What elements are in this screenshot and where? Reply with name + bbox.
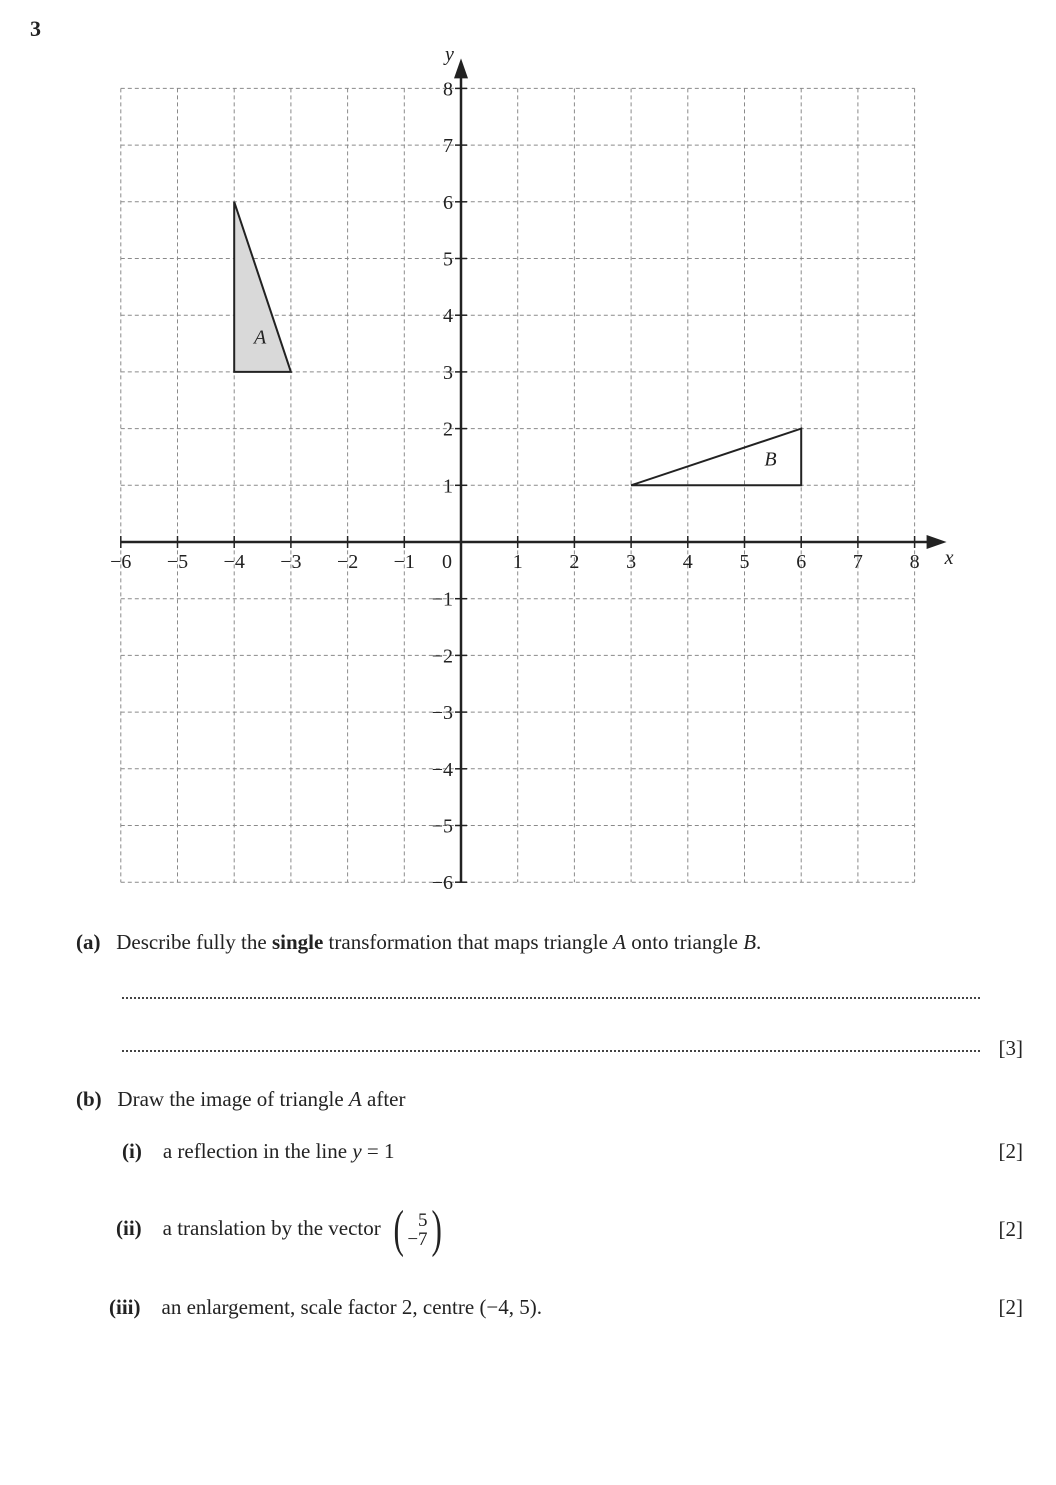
x-tick-label: 6 bbox=[796, 551, 807, 573]
y-tick-label: −4 bbox=[431, 758, 453, 781]
part-b-i-marks: [2] bbox=[998, 1139, 1023, 1163]
x-tick-label: 7 bbox=[852, 551, 863, 573]
y-tick-label: −2 bbox=[431, 645, 453, 668]
y-tick-label: −3 bbox=[431, 702, 453, 725]
y-axis-label: y bbox=[445, 43, 454, 66]
x-tick-label: 5 bbox=[739, 551, 750, 573]
x-tick-label: 3 bbox=[626, 551, 637, 573]
part-a-label: (a) bbox=[76, 930, 101, 954]
y-tick-label: 1 bbox=[443, 475, 453, 498]
x-tick-label: −4 bbox=[223, 551, 245, 573]
x-tick-label: −6 bbox=[110, 551, 132, 573]
y-tick-label: 8 bbox=[443, 78, 453, 101]
x-tick-label: 2 bbox=[569, 551, 580, 573]
y-tick-label: 2 bbox=[443, 418, 453, 441]
part-b-ii: (ii) a translation by the vector ( 5 −7 ) bbox=[116, 1204, 445, 1256]
axes bbox=[121, 58, 947, 882]
x-tick-label: 1 bbox=[512, 551, 523, 573]
part-b-question: (b) Draw the image of triangle A after bbox=[76, 1087, 406, 1111]
tick-labels bbox=[110, 43, 953, 894]
x-tick-label: 0 bbox=[442, 551, 452, 573]
part-b-i: (i) a reflection in the line y = 1 bbox=[122, 1139, 395, 1163]
y-tick-label: 3 bbox=[443, 361, 453, 384]
single-bold: single bbox=[271, 930, 324, 954]
part-b-ii-marks: [2] bbox=[998, 1217, 1023, 1241]
triangle-a-label: A bbox=[254, 326, 267, 349]
question-number: 3 bbox=[30, 16, 41, 41]
x-tick-label: −1 bbox=[393, 551, 415, 573]
part-b-iii: (iii) an enlargement, scale factor 2, centre (−4, 5). bbox=[109, 1295, 543, 1319]
x-axis-label: x bbox=[944, 547, 954, 569]
x-tick-label: −2 bbox=[336, 551, 359, 573]
translation-vector: ( 5 −7 ) bbox=[393, 1201, 442, 1258]
answer-line-1[interactable] bbox=[122, 997, 980, 999]
vector-bottom: −7 bbox=[407, 1229, 428, 1250]
part-b-iii-marks: [2] bbox=[998, 1295, 1023, 1319]
y-tick-label: 6 bbox=[443, 191, 453, 214]
x-tick-label: −3 bbox=[280, 551, 302, 573]
part-b-label: (b) bbox=[76, 1087, 102, 1111]
answer-line-2[interactable] bbox=[122, 1050, 980, 1052]
x-axis-arrow bbox=[927, 535, 947, 549]
y-tick-label: −5 bbox=[431, 815, 453, 838]
triangle-b-label: B bbox=[764, 448, 777, 471]
x-tick-label: 4 bbox=[682, 551, 693, 573]
y-tick-label: −1 bbox=[431, 588, 453, 611]
y-tick-label: −6 bbox=[431, 872, 453, 895]
x-tick-label: 8 bbox=[909, 551, 920, 573]
y-tick-label: 5 bbox=[443, 248, 453, 271]
vector-top: 5 bbox=[418, 1210, 428, 1231]
part-a-marks: [3] bbox=[998, 1036, 1023, 1060]
x-tick-label: −5 bbox=[166, 551, 189, 573]
y-axis-arrow bbox=[454, 58, 468, 78]
part-a-question: (a) Describe fully the single transformation that maps triangle A onto triangle B. bbox=[76, 930, 762, 954]
y-tick-label: 4 bbox=[443, 305, 453, 328]
y-tick-label: 7 bbox=[443, 135, 453, 158]
